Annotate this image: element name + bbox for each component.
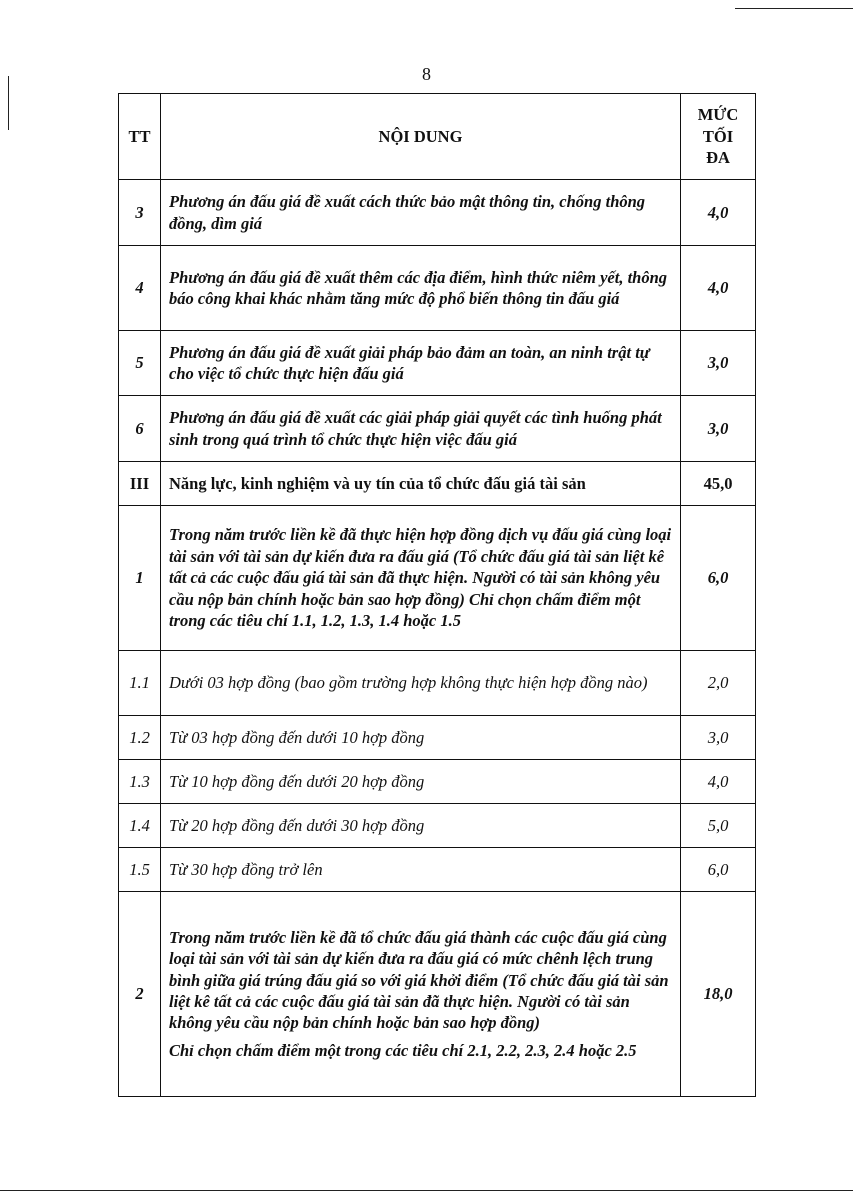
- header-max-line1: MỨC: [697, 105, 739, 125]
- row-content: Từ 20 hợp đồng đến dưới 30 hợp đồng: [161, 804, 681, 848]
- row-tt: 3: [119, 180, 161, 246]
- row-score: 3,0: [681, 396, 756, 462]
- row-tt: 1.2: [119, 716, 161, 760]
- row-tt: 1.1: [119, 651, 161, 716]
- row-content: [161, 892, 681, 1097]
- row-tt: 1: [119, 506, 161, 651]
- table-row: [119, 892, 756, 1097]
- bottom-edge-line: [0, 1190, 853, 1191]
- row-content: Phương án đấu giá đề xuất giải pháp bảo đảm an toàn, an ninh trật tự cho việc tổ chức thực hiện đấu giá: [161, 331, 681, 396]
- row-tt: 1.4: [119, 804, 161, 848]
- row-score: 3,0: [681, 716, 756, 760]
- header-max-score: [681, 94, 756, 180]
- section-score: 45,0: [681, 462, 756, 506]
- row-tt: 5: [119, 331, 161, 396]
- table-row: [119, 760, 756, 804]
- header-max-line3: ĐA: [706, 148, 730, 168]
- row-content: Trong năm trước liền kề đã thực hiện hợp đồng dịch vụ đấu giá cùng loại tài sản với tài sản dự kiến đưa ra đấu giá (Tổ chức đấu giá tài sản liệt kê tất cả các cuộc đấu giá tài sản đã thực hiện. Người có tài sản không yêu cầu nộp bản chính hoặc bản sao hợp đồng) Chỉ chọn chấm điểm một trong các tiêu chí 1.1, 1.2, 1.3, 1.4 hoặc 1.5: [161, 506, 681, 651]
- section-content: Năng lực, kinh nghiệm và uy tín của tổ chức đấu giá tài sản: [161, 462, 681, 506]
- table-row: [119, 848, 756, 892]
- top-right-edge-line: [735, 8, 853, 9]
- row-content: Từ 10 hợp đồng đến dưới 20 hợp đồng: [161, 760, 681, 804]
- page-number: 8: [422, 64, 431, 84]
- header-tt: TT: [119, 94, 161, 180]
- row-score: 3,0: [681, 331, 756, 396]
- row-score: 4,0: [681, 760, 756, 804]
- row-content: Phương án đấu giá đề xuất cách thức bảo mật thông tin, chống thông đồng, dìm giá: [161, 180, 681, 246]
- section-row: [119, 462, 756, 506]
- section-tt: III: [119, 462, 161, 506]
- row-content: Phương án đấu giá đề xuất các giải pháp giải quyết các tình huống phát sinh trong quá trình tổ chức thực hiện việc đấu giá: [161, 396, 681, 462]
- row-content: Từ 03 hợp đồng đến dưới 10 hợp đồng: [161, 716, 681, 760]
- table-row: [119, 716, 756, 760]
- row-score: 6,0: [681, 848, 756, 892]
- table-row: [119, 331, 756, 396]
- row-tt: 2: [119, 892, 161, 1097]
- row-content: Dưới 03 hợp đồng (bao gồm trường hợp không thực hiện hợp đồng nào): [161, 651, 681, 716]
- row-tt: 1.3: [119, 760, 161, 804]
- table-row: [119, 651, 756, 716]
- row-score: 18,0: [681, 892, 756, 1097]
- row-content: Từ 30 hợp đồng trở lên: [161, 848, 681, 892]
- row-score: 5,0: [681, 804, 756, 848]
- table-row: [119, 246, 756, 331]
- row-score: 6,0: [681, 506, 756, 651]
- row-score: 2,0: [681, 651, 756, 716]
- row-content-main: Trong năm trước liền kề đã tổ chức đấu giá thành các cuộc đấu giá cùng loại tài sản với tài sản dự kiến đưa ra đấu giá có mức chênh lệch trung bình giữa giá trúng đấu giá so với giá khởi điểm (Tổ chức đấu giá tài sản liệt kê tất cả các cuộc đấu giá tài sản đã thực hiện. Người có tài sản không yêu cầu nộp bản chính hoặc bản sao hợp đồng): [169, 927, 669, 1033]
- criteria-table: [118, 93, 756, 1097]
- table-row: [119, 804, 756, 848]
- header-content: NỘI DUNG: [161, 94, 681, 180]
- row-content-note: Chỉ chọn chấm điểm một trong các tiêu chí 2.1, 2.2, 2.3, 2.4 hoặc 2.5: [169, 1040, 637, 1060]
- table-row: [119, 396, 756, 462]
- table-header-row: [119, 94, 756, 180]
- header-max-line2: TỐI: [702, 126, 734, 146]
- row-content: Phương án đấu giá đề xuất thêm các địa điểm, hình thức niêm yết, thông báo công khai khác nhằm tăng mức độ phổ biến thông tin đấu giá: [161, 246, 681, 331]
- row-tt: 4: [119, 246, 161, 331]
- row-score: 4,0: [681, 246, 756, 331]
- row-tt: 1.5: [119, 848, 161, 892]
- table-row: [119, 506, 756, 651]
- row-tt: 6: [119, 396, 161, 462]
- table-row: [119, 180, 756, 246]
- row-score: 4,0: [681, 180, 756, 246]
